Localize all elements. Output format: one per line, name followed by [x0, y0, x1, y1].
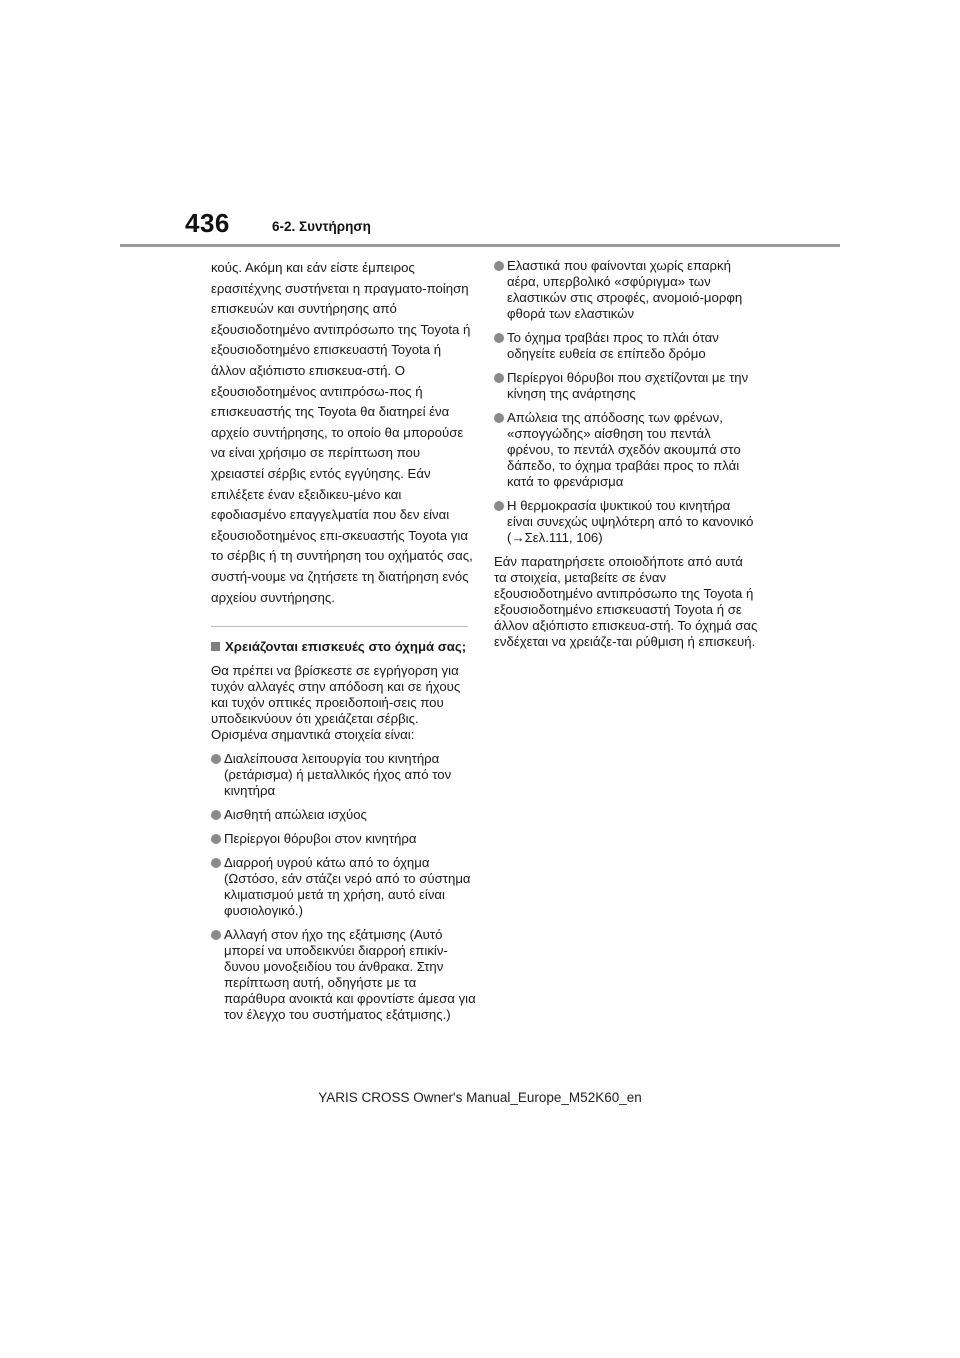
circle-bullet-icon: [211, 858, 221, 868]
symptom-list-left: [211, 751, 476, 1023]
section-divider: [211, 626, 468, 627]
circle-bullet-icon: [494, 261, 504, 271]
list-item: Περίεργοι θόρυβοι που σχετίζονται με την κίνηση της ανάρτησης: [494, 370, 759, 402]
intro-paragraph: κούς. Ακόμη και εάν είστε έμπειρος ερασιτέχνης συστήνεται η πραγματο-ποίηση επισκευών και συντήρησης από εξουσιοδοτημένο αντιπρόσωπο της Toyota ή εξουσιοδοτημένο επισκευαστή Toyota ή άλλον αξιόπιστο επισκευα-στή. Ο εξουσιοδοτημένος αντιπρόσω-πος ή επισκευαστής της Toyota θα διατηρεί ένα αρχείο συντήρησης, το οποίο θα μπορούσε να είναι χρήσιμο σε περίπτωση που χρειαστεί σέρβις εντός εγγύησης. Εάν επιλέξετε έναν εξειδικευ-μένο και εφοδιασμένο επαγγελματία που δεν είναι εξουσιοδοτημένος επι-σκευαστής Toyota για το σέρβις ή τη συντήρηση του οχήματός σας, συστή-νουμε να ζητήσετε τη διατήρηση ενός αρχείου συντήρησης.: [211, 260, 473, 605]
closing-paragraph: Εάν παρατηρήσετε οποιοδήποτε από αυτά τα στοιχεία, μεταβείτε σε έναν εξουσιοδοτημένο αντιπρόσωπο της Toyota ή εξουσιοδοτημένο επισκευαστή Toyota ή σε άλλον αξιόπιστο επισκευα-στή. Το όχημά σας ενδέχεται να χρειάζε-ται ρύθμιση ή επισκευή.: [494, 554, 758, 649]
square-bullet-icon: [211, 642, 220, 651]
circle-bullet-icon: [494, 333, 504, 343]
question-heading-text: Χρειάζονται επισκευές στο όχημά σας;: [225, 639, 467, 655]
list-item: Το όχημα τραβάει προς το πλάι όταν οδηγείτε ευθεία σε επίπεδο δρόμο: [494, 330, 759, 362]
list-item: Αλλαγή στον ήχο της εξάτμισης (Αυτό μπορεί να υποδεικνύει διαρροή επικίν-δυνου μονοξειδίου του άνθρακα. Στην περίπτωση αυτή, οδηγήστε με τα παράθυρα ανοικτά και φροντίστε άμεσα για τον έλεγχο του συστήματος εξάτμισης.): [211, 927, 476, 1023]
left-column: [211, 258, 476, 1031]
circle-bullet-icon: [211, 754, 221, 764]
circle-bullet-icon: [211, 810, 221, 820]
symptom-list-right: [494, 258, 759, 546]
list-item: Η θερμοκρασία ψυκτικού του κινητήρα είναι συνεχώς υψηλότερη από το κανονικό (→Σελ.111, 106): [494, 498, 759, 546]
section-title: 6-2. Συντήρηση: [272, 219, 371, 234]
question-paragraph: Θα πρέπει να βρίσκεστε σε εγρήγορση για τυχόν αλλαγές στην απόδοση και σε ήχους και τυχόν οπτικές προειδοποιή-σεις που υποδεικνύουν ότι χρειάζεται σέρβις. Ορισμένα σημαντικά στοιχεία είναι:: [211, 663, 461, 743]
list-item: Διαρροή υγρού κάτω από το όχημα (Ωστόσο, εάν στάζει νερό από το σύστημα κλιματισμού μετά τη χρήση, αυτό είναι φυσιολογικό.): [211, 855, 476, 919]
list-item: Διαλείπουσα λειτουργία του κινητήρα (ρετάρισμα) ή μεταλλικός ήχος από τον κινητήρα: [211, 751, 476, 799]
list-item: Ελαστικά που φαίνονται χωρίς επαρκή αέρα, υπερβολικό «σφύριγμα» των ελαστικών στις στροφές, ανομοιό-μορφη φθορά των ελαστικών: [494, 258, 759, 322]
circle-bullet-icon: [211, 930, 221, 940]
list-item: Αισθητή απώλεια ισχύος: [211, 807, 476, 823]
page-number: 436: [185, 208, 230, 238]
page-footer: YARIS CROSS Owner's Manual_Europe_M52K60_en: [318, 1090, 642, 1105]
circle-bullet-icon: [211, 834, 221, 844]
circle-bullet-icon: [494, 373, 504, 383]
header-divider: [120, 244, 840, 247]
question-heading: [211, 639, 476, 655]
list-item: Απώλεια της απόδοσης των φρένων, «σπογγώδης» αίσθηση του πεντάλ φρένου, το πεντάλ σχεδόν ακουμπά στο δάπεδο, το όχημα τραβάει προς το πλάι κατά το φρενάρισμα: [494, 410, 759, 490]
circle-bullet-icon: [494, 413, 504, 423]
right-column: [494, 258, 759, 650]
circle-bullet-icon: [494, 501, 504, 511]
list-item: Περίεργοι θόρυβοι στον κινητήρα: [211, 831, 476, 847]
